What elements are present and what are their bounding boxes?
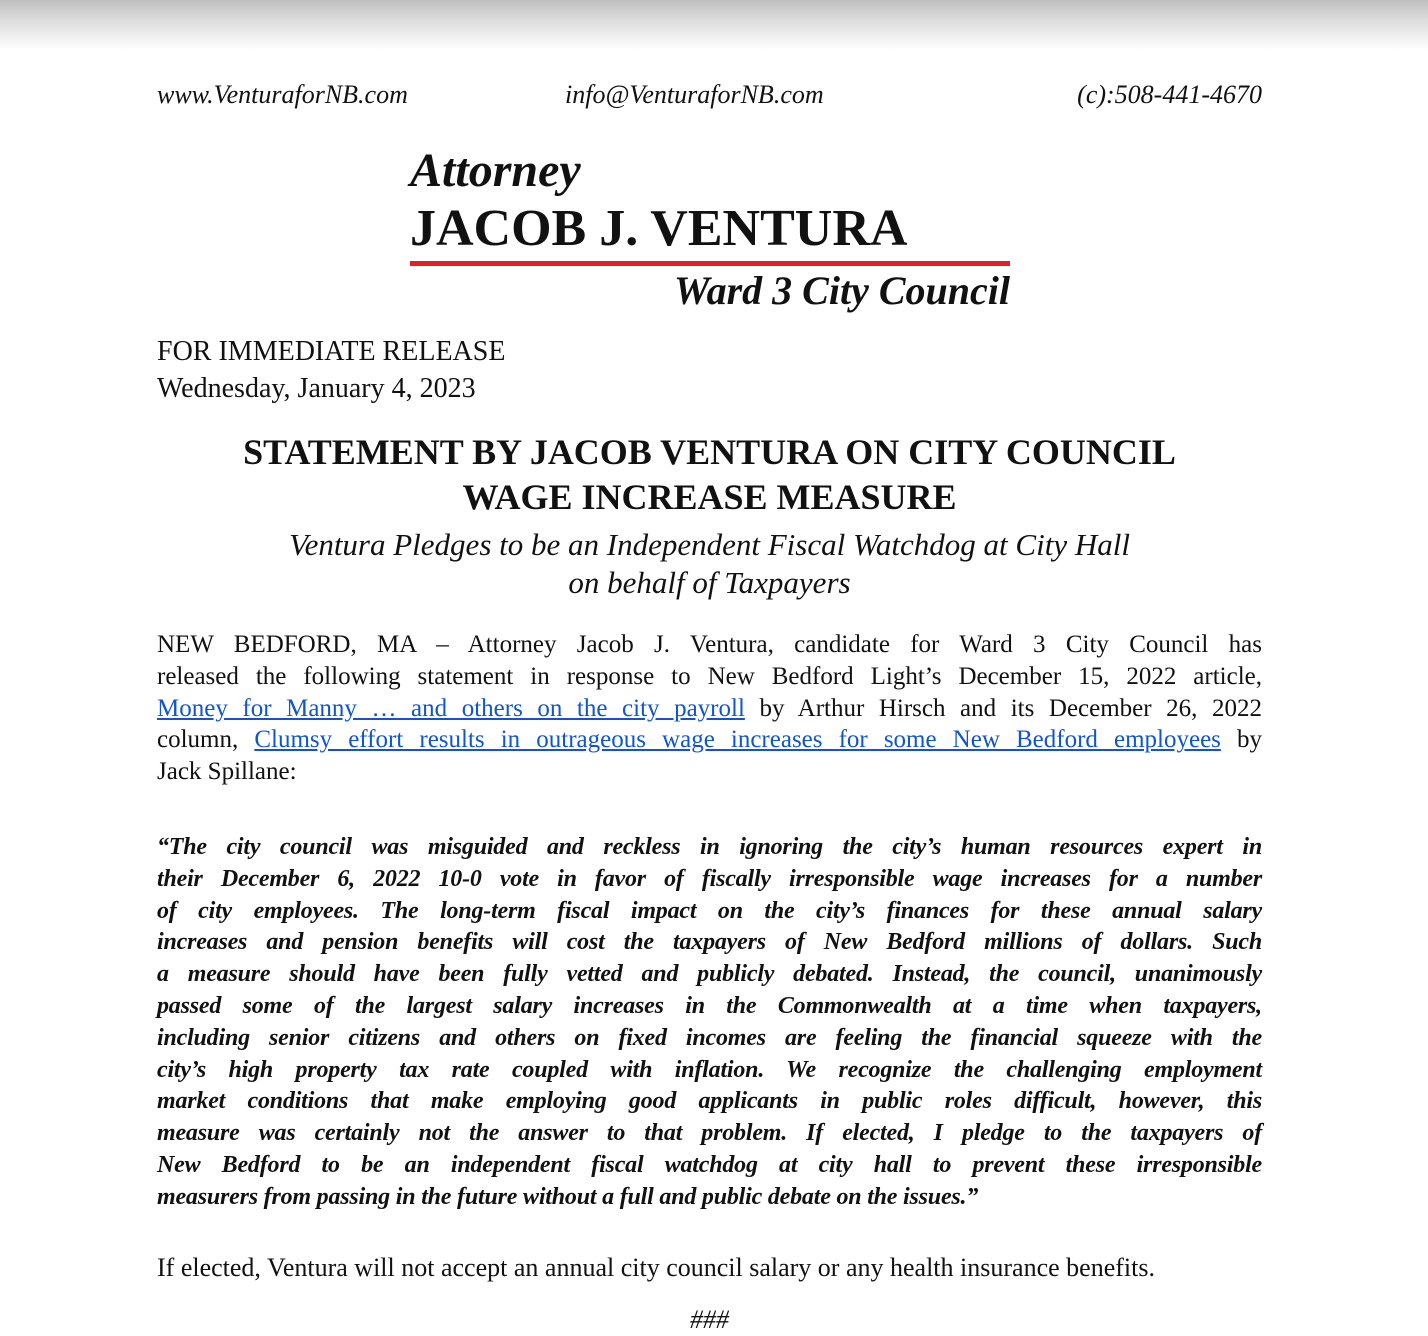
text-segment: NEW BEDFORD, MA – Attorney Jacob J. Ventura, candidate for Ward 3 City Council has	[157, 631, 1262, 658]
paragraph-line	[157, 693, 1262, 725]
text-segment: Jack Spillane:	[157, 758, 297, 786]
campaign-logo	[410, 142, 1010, 316]
contact-website: www.VenturaforNB.com	[157, 80, 408, 109]
text-segment: passed some of the largest salary increases in the Commonwealth at a time when taxpayers,	[157, 992, 1262, 1019]
paragraph-line	[157, 724, 1262, 756]
closing-paragraph: If elected, Ventura will not accept an annual city council salary or any health insurance benefits.	[157, 1253, 1155, 1282]
text-segment: by	[1220, 726, 1262, 754]
headline-line-1: STATEMENT BY JACOB VENTURA ON CITY COUNCIL	[243, 432, 1176, 472]
paragraph-line	[157, 959, 1262, 991]
article-link[interactable]: Money for Manny … and others on the city payroll	[157, 694, 745, 722]
headline-line-2: WAGE INCREASE MEASURE	[462, 477, 957, 517]
text-segment: column,	[157, 726, 255, 754]
paragraph-line	[157, 1150, 1262, 1182]
text-segment: “The city council was misguided and reckless in ignoring the city’s human resources expert in	[157, 834, 1262, 860]
logo-title: Attorney	[410, 144, 581, 197]
text-segment: a measure should have been fully vetted and publicly debated. Instead, the council, unanimously	[157, 961, 1262, 988]
paragraph-line	[157, 1055, 1262, 1087]
paragraph-line	[157, 864, 1262, 896]
text-segment: New Bedford to be an independent fiscal watchdog at city hall to prevent these irresponsible	[157, 1151, 1262, 1178]
text-segment: market conditions that make employing good applicants in public roles difficult, however, this	[157, 1088, 1262, 1115]
paragraph-line	[157, 1086, 1262, 1118]
paragraph-line	[157, 991, 1262, 1023]
text-segment: measurers from passing in the future without a full and public debate on the issues.”	[157, 1183, 979, 1210]
paragraph-line	[157, 1118, 1262, 1150]
text-segment: city’s high property tax rate coupled with inflation. We recognize the challenging employment	[157, 1056, 1262, 1083]
release-block	[157, 333, 505, 407]
paragraph-line	[157, 832, 1262, 864]
paragraph-line	[157, 629, 1262, 661]
paragraph-line	[157, 756, 1262, 788]
text-segment: their December 6, 2022 10-0 vote in favor of fiscally irresponsible wage increases for a number	[157, 865, 1262, 892]
logo-candidate-name: JACOB J. VENTURA	[410, 200, 908, 257]
text-segment: released the following statement in response to New Bedford Light’s December 15, 2022 article,	[157, 662, 1262, 690]
headline	[157, 430, 1262, 520]
release-label: FOR IMMEDIATE RELEASE	[157, 336, 506, 367]
intro-paragraph	[157, 629, 1262, 788]
subheadline-line-2: on behalf of Taxpayers	[568, 565, 851, 600]
paragraph-line	[157, 661, 1262, 693]
article-link[interactable]: Clumsy effort results in outrageous wage increases for some New Bedford employees	[254, 726, 1221, 754]
paragraph-line	[157, 896, 1262, 928]
paragraph-line	[157, 1023, 1262, 1055]
statement-heading	[157, 430, 1262, 602]
subheadline	[157, 526, 1262, 602]
paragraph-line	[157, 927, 1262, 959]
logo-ward-subtitle: Ward 3 City Council	[674, 268, 1010, 313]
contact-header	[157, 79, 1262, 113]
subheadline-line-1: Ventura Pledges to be an Independent Fiscal Watchdog at City Hall	[289, 527, 1130, 562]
text-segment: including senior citizens and others on fixed incomes are feeling the financial squeeze with the	[157, 1024, 1262, 1051]
contact-email: info@VenturaforNB.com	[565, 80, 824, 109]
end-mark: ###	[690, 1305, 729, 1334]
text-segment: of city employees. The long-term fiscal impact on the city’s finances for these annual salary	[157, 897, 1262, 924]
text-segment: by Arthur Hirsch and its December 26, 2022	[744, 694, 1262, 722]
text-segment: increases and pension benefits will cost the taxpayers of New Bedford millions of dollars. Such	[157, 929, 1262, 956]
scan-top-shadow	[0, 0, 1428, 50]
contact-phone: (c):508-441-4670	[1077, 80, 1262, 109]
quote-paragraph	[157, 832, 1262, 1214]
paragraph-line	[157, 1182, 1262, 1214]
text-segment: measure was certainly not the answer to that problem. If elected, I pledge to the taxpayers of	[157, 1120, 1262, 1147]
release-date: Wednesday, January 4, 2023	[157, 373, 476, 404]
